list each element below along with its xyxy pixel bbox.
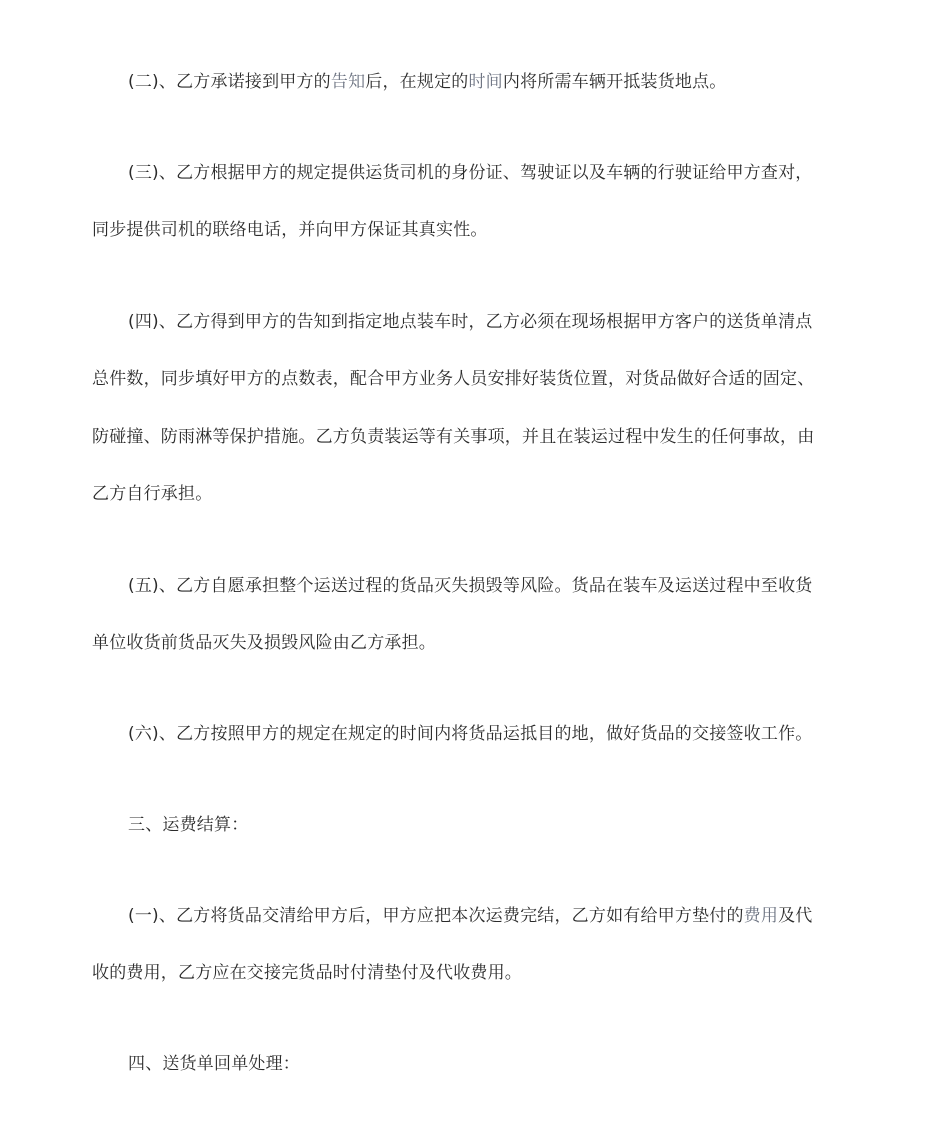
section-3-clause-1-line-1 <box>128 904 872 928</box>
clause-2-text-a: (二)、乙方承诺接到甲方的 <box>128 72 331 92</box>
clause-2-text-c: 内将所需车辆开抵装货地点。 <box>502 72 727 92</box>
clause-3-line-1: (三)、乙方根据甲方的规定提供运货司机的身份证、驾驶证以及车辆的行驶证给甲方查对， <box>128 163 813 183</box>
clause-2 <box>128 70 872 94</box>
section-3-heading: 三、运费结算： <box>128 815 249 835</box>
clause-4-line-3: 防碰撞、防雨淋等保护措施。乙方负责装运等有关事项，并且在装运过程中发生的任何事故，由 <box>92 427 815 447</box>
clause-3-line-2: 同步提供司机的联络电话，并向甲方保证其真实性。 <box>92 220 488 240</box>
notice-link[interactable]: 告知 <box>330 72 366 92</box>
clause-4-line-1: (四)、乙方得到甲方的告知到指定地点装车时，乙方必须在现场根据甲方客户的送货单清点 <box>128 312 813 332</box>
clause-6: (六)、乙方按照甲方的规定在规定的时间内将货品运抵目的地，做好货品的交接签收工作。 <box>128 724 813 744</box>
section-4-heading: 四、送货单回单处理： <box>128 1054 300 1074</box>
clause-4-line-4: 乙方自行承担。 <box>92 484 213 504</box>
section-3-clause-1-line-2: 收的费用，乙方应在交接完货品时付清垫付及代收费用。 <box>92 963 522 983</box>
section-3-clause-1-text-a: (一)、乙方将货品交清给甲方后，甲方应把本次运费完结，乙方如有给甲方垫付的 <box>128 906 744 926</box>
clause-5-line-1: (五)、乙方自愿承担整个运送过程的货品灭失损毁等风险。货品在装车及运送过程中至收货 <box>128 576 813 596</box>
time-link[interactable]: 时间 <box>468 72 503 92</box>
fee-link[interactable]: 费用 <box>743 906 779 926</box>
clause-5-line-2: 单位收货前货品灭失及损毁风险由乙方承担。 <box>92 633 436 653</box>
section-3-clause-1-text-b: 及代 <box>778 906 813 926</box>
clause-4-line-2: 总件数，同步填好甲方的点数表，配合甲方业务人员安排好装货位置，对货品做好合适的固定、 <box>92 369 815 389</box>
clause-2-text-b: 后，在规定的 <box>365 72 469 92</box>
